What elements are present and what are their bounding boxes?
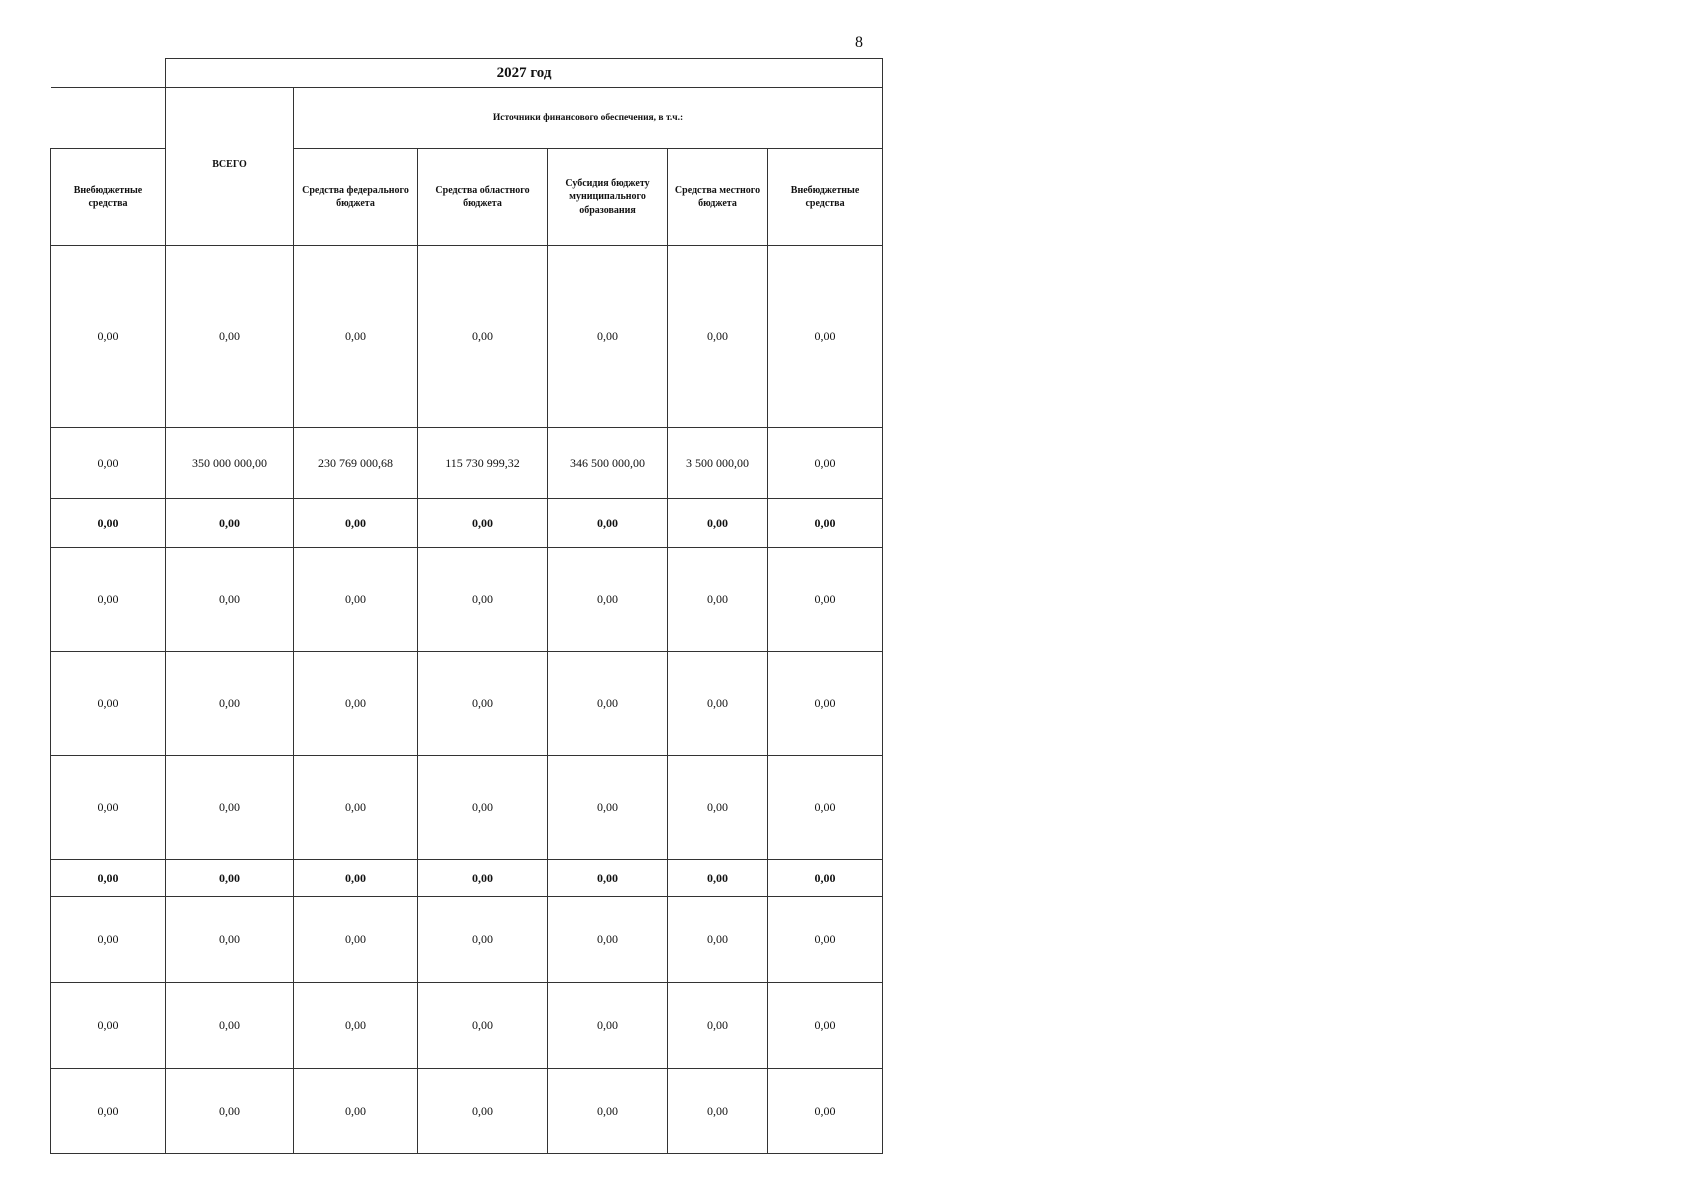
col-header-subsidy: Субсидия бюджету муниципального образования (548, 149, 668, 246)
cell-regional: 0,00 (418, 756, 548, 860)
cell-regional: 0,00 (418, 1069, 548, 1154)
cell-offbudget-left: 0,00 (51, 860, 166, 897)
header-row-sources (51, 88, 883, 149)
budget-table (50, 58, 883, 1154)
col-header-local: Средства местного бюджета (668, 149, 768, 246)
cell-offbudget-left: 0,00 (51, 246, 166, 428)
cell-total: 0,00 (166, 897, 294, 983)
cell-offbudget: 0,00 (768, 756, 883, 860)
cell-subsidy: 0,00 (548, 756, 668, 860)
table-row (51, 548, 883, 652)
cell-offbudget-left: 0,00 (51, 1069, 166, 1154)
header-row-year (51, 59, 883, 88)
cell-local: 0,00 (668, 860, 768, 897)
col-header-federal: Средства федерального бюджета (294, 149, 418, 246)
cell-regional: 0,00 (418, 499, 548, 548)
table-row (51, 246, 883, 428)
cell-offbudget: 0,00 (768, 897, 883, 983)
cell-federal: 0,00 (294, 756, 418, 860)
cell-subsidy: 0,00 (548, 897, 668, 983)
total-header: ВСЕГО (166, 88, 294, 246)
cell-offbudget: 0,00 (768, 428, 883, 499)
table-row (51, 756, 883, 860)
cell-local: 0,00 (668, 1069, 768, 1154)
col-header-regional: Средства областного бюджета (418, 149, 548, 246)
cell-offbudget-left: 0,00 (51, 652, 166, 756)
cell-total: 350 000 000,00 (166, 428, 294, 499)
cell-federal: 0,00 (294, 499, 418, 548)
table-row (51, 1069, 883, 1154)
cell-federal: 0,00 (294, 652, 418, 756)
cell-offbudget-left: 0,00 (51, 983, 166, 1069)
cell-regional: 0,00 (418, 897, 548, 983)
table-row (51, 428, 883, 499)
cell-subsidy: 0,00 (548, 499, 668, 548)
cell-total: 0,00 (166, 1069, 294, 1154)
cell-offbudget: 0,00 (768, 983, 883, 1069)
cell-local: 0,00 (668, 246, 768, 428)
cell-regional: 0,00 (418, 246, 548, 428)
cell-offbudget-left: 0,00 (51, 897, 166, 983)
cell-regional: 0,00 (418, 860, 548, 897)
cell-federal: 0,00 (294, 983, 418, 1069)
cell-total: 0,00 (166, 652, 294, 756)
cell-offbudget: 0,00 (768, 860, 883, 897)
cell-federal: 0,00 (294, 246, 418, 428)
cell-local: 0,00 (668, 756, 768, 860)
cell-regional: 0,00 (418, 983, 548, 1069)
cell-federal: 0,00 (294, 860, 418, 897)
table-row (51, 897, 883, 983)
col-header-offbudget: Внебюджетные средства (768, 149, 883, 246)
cell-local: 0,00 (668, 983, 768, 1069)
cell-offbudget-left: 0,00 (51, 548, 166, 652)
cell-total: 0,00 (166, 860, 294, 897)
cell-local: 3 500 000,00 (668, 428, 768, 499)
cell-offbudget-left: 0,00 (51, 499, 166, 548)
cell-subsidy: 0,00 (548, 1069, 668, 1154)
cell-total: 0,00 (166, 246, 294, 428)
cell-offbudget: 0,00 (768, 499, 883, 548)
cell-subsidy: 346 500 000,00 (548, 428, 668, 499)
cell-regional: 115 730 999,32 (418, 428, 548, 499)
header-blank-cell (51, 59, 166, 88)
cell-subsidy: 0,00 (548, 548, 668, 652)
cell-offbudget-left: 0,00 (51, 756, 166, 860)
cell-subsidy: 0,00 (548, 983, 668, 1069)
page-number: 8 (855, 34, 863, 51)
sources-header: Источники финансового обеспечения, в т.ч.: (294, 88, 883, 149)
cell-total: 0,00 (166, 548, 294, 652)
cell-total: 0,00 (166, 499, 294, 548)
cell-offbudget: 0,00 (768, 652, 883, 756)
cell-regional: 0,00 (418, 652, 548, 756)
cell-subsidy: 0,00 (548, 246, 668, 428)
cell-offbudget: 0,00 (768, 246, 883, 428)
cell-local: 0,00 (668, 548, 768, 652)
cell-federal: 230 769 000,68 (294, 428, 418, 499)
cell-subsidy: 0,00 (548, 652, 668, 756)
table-row (51, 860, 883, 897)
cell-subsidy: 0,00 (548, 860, 668, 897)
table-row (51, 983, 883, 1069)
cell-regional: 0,00 (418, 548, 548, 652)
cell-local: 0,00 (668, 897, 768, 983)
cell-local: 0,00 (668, 652, 768, 756)
header-blank-cell (51, 88, 166, 149)
cell-offbudget: 0,00 (768, 1069, 883, 1154)
cell-total: 0,00 (166, 756, 294, 860)
cell-offbudget: 0,00 (768, 548, 883, 652)
cell-total: 0,00 (166, 983, 294, 1069)
cell-local: 0,00 (668, 499, 768, 548)
table-row (51, 499, 883, 548)
cell-federal: 0,00 (294, 897, 418, 983)
table-row (51, 652, 883, 756)
year-header: 2027 год (166, 59, 883, 88)
cell-federal: 0,00 (294, 1069, 418, 1154)
cell-federal: 0,00 (294, 548, 418, 652)
col-header-offbudget-left: Внебюджетные средства (51, 149, 166, 246)
cell-offbudget-left: 0,00 (51, 428, 166, 499)
